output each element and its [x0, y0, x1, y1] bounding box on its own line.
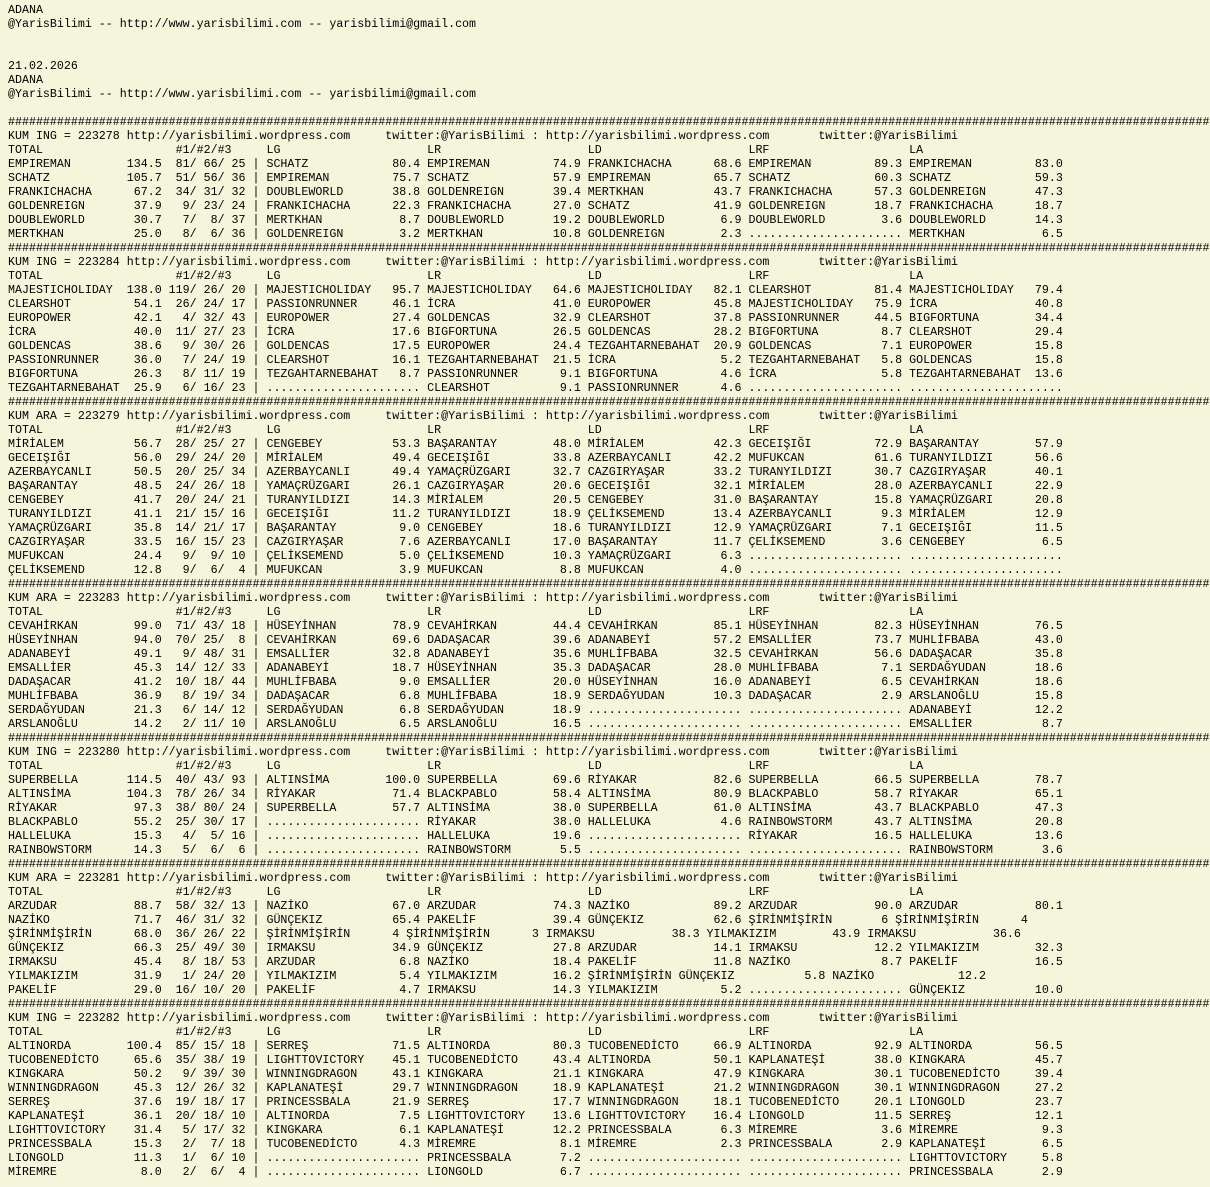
- text-line: TEZGAHTARNEBAHAT 25.9 6/ 16/ 23 | ...................... CLEARSHOT 9.1 PASSIONRUNNER 4.6 ...................... ......................: [8, 382, 1063, 395]
- text-line: ARZUDAR 88.7 58/ 32/ 13 | NAZİKO 67.0 ARZUDAR 74.3 NAZİKO 89.2 ARZUDAR 90.0 ARZUDAR 80.1: [8, 900, 1063, 913]
- separator-line: ############################################################################################################################################################################: [8, 396, 1210, 409]
- column-header-line: TOTAL #1/#2/#3 LG LR LD LRF LA: [8, 760, 924, 773]
- text-line: RİYAKAR 97.3 38/ 80/ 24 | SUPERBELLA 57.7 ALTINSİMA 38.0 SUPERBELLA 61.0 ALTINSİMA 43.7 BLACKPABLO 47.3: [8, 802, 1063, 815]
- text-line: MUFUKCAN 24.4 9/ 9/ 10 | ÇELİKSEMEND 5.0 ÇELİKSEMEND 10.3 YAMAÇRÜZGARI 6.3 ...................... ......................: [8, 550, 1063, 563]
- text-line: YAMAÇRÜZGARI 35.8 14/ 21/ 17 | BAŞARANTAY 9.0 CENGEBEY 18.6 TURANYILDIZI 12.9 YAMAÇRÜZGARI 7.1 GECEIŞIĞI 11.5: [8, 522, 1063, 535]
- text-line: MAJESTICHOLIDAY 138.0 119/ 26/ 20 | MAJESTICHOLIDAY 95.7 MAJESTICHOLIDAY 64.6 MAJESTICHOLIDAY 82.1 CLEARSHOT 81.4 MAJESTICHOLIDAY 79.4: [8, 284, 1063, 297]
- race-header-line: KUM ING = 223278 http://yarisbilimi.wordpress.com twitter:@YarisBilimi : http://yarisbilimi.wordpress.com twitter:@YarisBilimi: [8, 130, 959, 143]
- text-line: ARSLANOĞLU 14.2 2/ 11/ 10 | ARSLANOĞLU 6.5 ARSLANOĞLU 16.5 ...................... ...................... EMSALLİER 8.7: [8, 718, 1063, 731]
- text-line: CEVAHİRKAN 99.0 71/ 43/ 18 | HÜSEYİNHAN 78.9 CEVAHİRKAN 44.4 CEVAHİRKAN 85.1 HÜSEYİNHAN 82.3 HÜSEYİNHAN 76.5: [8, 620, 1063, 633]
- text-line: ŞİRİNMİŞİRİN 68.0 36/ 26/ 22 | ŞİRİNMİŞİRİN 4 ŞİRİNMİŞİRİN 3 IRMAKSU 38.3 YILMAKIZIM 43.9 IRMAKSU 36.6: [8, 928, 1021, 941]
- separator-line: ############################################################################################################################################################################: [8, 578, 1210, 591]
- text-line: PASSIONRUNNER 36.0 7/ 24/ 19 | CLEARSHOT 16.1 TEZGAHTARNEBAHAT 21.5 İCRA 5.2 TEZGAHTARNEBAHAT 5.8 GOLDENCAS 15.8: [8, 354, 1063, 367]
- text-line: LIONGOLD 11.3 1/ 6/ 10 | ...................... PRINCESSBALA 7.2 ...................... ...................... LIGHTTOVICTORY 5.8: [8, 1152, 1063, 1165]
- text-line: KAPLANATEŞİ 36.1 20/ 18/ 10 | ALTINORDA 7.5 LIGHTTOVICTORY 13.6 LIGHTTOVICTORY 16.4 LIONGOLD 11.5 SERREŞ 12.1: [8, 1110, 1063, 1123]
- text-line: SERDAĞYUDAN 21.3 6/ 14/ 12 | SERDAĞYUDAN 6.8 SERDAĞYUDAN 18.9 ...................... ...................... ADANABEYİ 12.2: [8, 704, 1063, 717]
- text-line: BLACKPABLO 55.2 25/ 30/ 17 | ...................... RİYAKAR 38.0 HALLELUKA 4.6 RAINBOWSTORM 43.7 ALTINSİMA 20.8: [8, 816, 1063, 829]
- text-line: HALLELUKA 15.3 4/ 5/ 16 | ...................... HALLELUKA 19.6 ...................... RİYAKAR 16.5 HALLELUKA 13.6: [8, 830, 1063, 843]
- blank-line: [8, 46, 1073, 60]
- column-header-line: TOTAL #1/#2/#3 LG LR LD LRF LA: [8, 1026, 924, 1039]
- text-line: TURANYILDIZI 41.1 21/ 15/ 16 | GECEIŞIĞI 11.2 TURANYILDIZI 18.9 ÇELİKSEMEND 13.4 AZERBAYCANLI 9.3 MİRİALEM 12.9: [8, 508, 1063, 521]
- race-header-line: KUM ING = 223282 http://yarisbilimi.wordpress.com twitter:@YarisBilimi : http://yarisbilimi.wordpress.com twitter:@YarisBilimi: [8, 1012, 959, 1025]
- text-line: FRANKICHACHA 67.2 34/ 31/ 32 | DOUBLEWORLD 38.8 GOLDENREIGN 39.4 MERTKHAN 43.7 FRANKICHACHA 57.3 GOLDENREIGN 47.3: [8, 186, 1063, 199]
- text-line: PAKELİF 29.0 16/ 10/ 20 | PAKELİF 4.7 IRMAKSU 14.3 YILMAKIZIM 5.2 ...................... GÜNÇEKIZ 10.0: [8, 984, 1063, 997]
- race-header-line: KUM ARA = 223279 http://yarisbilimi.wordpress.com twitter:@YarisBilimi : http://yarisbilimi.wordpress.com twitter:@YarisBilimi: [8, 410, 959, 423]
- text-line: İCRA 40.0 11/ 27/ 23 | İCRA 17.6 BIGFORTUNA 26.5 GOLDENCAS 28.2 BIGFORTUNA 8.7 CLEARSHOT 29.4: [8, 326, 1063, 339]
- text-line: MİREMRE 8.0 2/ 6/ 4 | ...................... LIONGOLD 6.7 ...................... ...................... PRINCESSBALA 2.9: [8, 1166, 1063, 1179]
- text-line: ÇELİKSEMEND 12.8 9/ 6/ 4 | MUFUKCAN 3.9 MUFUKCAN 8.8 MUFUKCAN 4.0 ...................... ......................: [8, 564, 1063, 577]
- text-line: GOLDENREIGN 37.9 9/ 23/ 24 | FRANKICHACHA 22.3 FRANKICHACHA 27.0 SCHATZ 41.9 GOLDENREIGN 18.7 FRANKICHACHA 18.7: [8, 200, 1063, 213]
- text-line: CENGEBEY 41.7 20/ 24/ 21 | TURANYILDIZI 14.3 MİRİALEM 20.5 CENGEBEY 31.0 BAŞARANTAY 15.8 YAMAÇRÜZGARI 20.8: [8, 494, 1063, 507]
- text-line: @YarisBilimi -- http://www.yarisbilimi.com -- yarisbilimi@gmail.com: [8, 88, 477, 101]
- text-line: ADANA: [8, 4, 43, 17]
- text-line: BIGFORTUNA 26.3 8/ 11/ 19 | TEZGAHTARNEBAHAT 8.7 PASSIONRUNNER 9.1 BIGFORTUNA 4.6 İCRA 5.8 TEZGAHTARNEBAHAT 13.6: [8, 368, 1063, 381]
- text-line: EMPIREMAN 134.5 81/ 66/ 25 | SCHATZ 80.4 EMPIREMAN 74.9 FRANKICHACHA 68.6 EMPIREMAN 89.3 EMPIREMAN 83.0: [8, 158, 1063, 171]
- column-header-line: TOTAL #1/#2/#3 LG LR LD LRF LA: [8, 606, 924, 619]
- blank-line: [8, 102, 1073, 116]
- text-line: KINGKARA 50.2 9/ 39/ 30 | WINNINGDRAGON 43.1 KINGKARA 21.1 KINGKARA 47.9 KINGKARA 30.1 TUCOBENEDİCTO 39.4: [8, 1068, 1063, 1081]
- text-line: MUHLİFBABA 36.9 8/ 19/ 34 | DADAŞACAR 6.8 MUHLİFBABA 18.9 SERDAĞYUDAN 10.3 DADAŞACAR 2.9 ARSLANOĞLU 15.8: [8, 690, 1063, 703]
- text-line: BAŞARANTAY 48.5 24/ 26/ 18 | YAMAÇRÜZGARI 26.1 CAZGIRYAŞAR 20.6 GECEIŞIĞI 32.1 MİRİALEM 28.0 AZERBAYCANLI 22.9: [8, 480, 1063, 493]
- text-line: AZERBAYCANLI 50.5 20/ 25/ 34 | AZERBAYCANLI 49.4 YAMAÇRÜZGARI 32.7 CAZGIRYAŞAR 33.2 TURANYILDIZI 30.7 CAZGIRYAŞAR 40.1: [8, 466, 1063, 479]
- separator-line: ############################################################################################################################################################################: [8, 998, 1210, 1011]
- column-header-line: TOTAL #1/#2/#3 LG LR LD LRF LA: [8, 270, 924, 283]
- text-line: YILMAKIZIM 31.9 1/ 24/ 20 | YILMAKIZIM 5.4 YILMAKIZIM 16.2 ŞİRİNMİŞİRİN GÜNÇEKIZ 5.8 NAZİKO 12.2: [8, 970, 986, 983]
- text-line: SUPERBELLA 114.5 40/ 43/ 93 | ALTINSİMA 100.0 SUPERBELLA 69.6 RİYAKAR 82.6 SUPERBELLA 66.5 SUPERBELLA 78.7: [8, 774, 1063, 787]
- text-line: @YarisBilimi -- http://www.yarisbilimi.com -- yarisbilimi@gmail.com: [8, 18, 477, 31]
- text-line: TUCOBENEDİCTO 65.6 35/ 38/ 19 | LIGHTTOVICTORY 45.1 TUCOBENEDİCTO 43.4 ALTINORDA 50.1 KAPLANATEŞİ 38.0 KINGKARA 45.7: [8, 1054, 1063, 1067]
- column-header-line: TOTAL #1/#2/#3 LG LR LD LRF LA: [8, 886, 924, 899]
- text-line: GÜNÇEKIZ 66.3 25/ 49/ 30 | IRMAKSU 34.9 GÜNÇEKIZ 27.8 ARZUDAR 14.1 IRMAKSU 12.2 YILMAKIZIM 32.3: [8, 942, 1063, 955]
- text-line: SCHATZ 105.7 51/ 56/ 36 | EMPIREMAN 75.7 SCHATZ 57.9 EMPIREMAN 65.7 SCHATZ 60.3 SCHATZ 59.3: [8, 172, 1063, 185]
- text-line: WINNINGDRAGON 45.3 12/ 26/ 32 | KAPLANATEŞİ 29.7 WINNINGDRAGON 18.9 KAPLANATEŞİ 21.2 WINNINGDRAGON 30.1 WINNINGDRAGON 27.2: [8, 1082, 1063, 1095]
- text-line: GOLDENCAS 38.6 9/ 30/ 26 | GOLDENCAS 17.5 EUROPOWER 24.4 TEZGAHTARNEBAHAT 20.9 GOLDENCAS 7.1 EUROPOWER 15.8: [8, 340, 1063, 353]
- race-header-line: KUM ARA = 223283 http://yarisbilimi.wordpress.com twitter:@YarisBilimi : http://yarisbilimi.wordpress.com twitter:@YarisBilimi: [8, 592, 959, 605]
- text-line: ALTINSİMA 104.3 78/ 26/ 34 | RİYAKAR 71.4 BLACKPABLO 58.4 ALTINSİMA 80.9 BLACKPABLO 58.7 RİYAKAR 65.1: [8, 788, 1063, 801]
- race-header-line: KUM ING = 223280 http://yarisbilimi.wordpress.com twitter:@YarisBilimi : http://yarisbilimi.wordpress.com twitter:@YarisBilimi: [8, 746, 959, 759]
- text-line: DADAŞACAR 41.2 10/ 18/ 44 | MUHLİFBABA 9.0 EMSALLİER 20.0 HÜSEYİNHAN 16.0 ADANABEYİ 6.5 CEVAHİRKAN 18.6: [8, 676, 1063, 689]
- text-line: EUROPOWER 42.1 4/ 32/ 43 | EUROPOWER 27.4 GOLDENCAS 32.9 CLEARSHOT 37.8 PASSIONRUNNER 44.5 BIGFORTUNA 34.4: [8, 312, 1063, 325]
- text-line: CLEARSHOT 54.1 26/ 24/ 17 | PASSIONRUNNER 46.1 İCRA 41.0 EUROPOWER 45.8 MAJESTICHOLIDAY 75.9 İCRA 40.8: [8, 298, 1063, 311]
- text-line: DOUBLEWORLD 30.7 7/ 8/ 37 | MERTKHAN 8.7 DOUBLEWORLD 19.2 DOUBLEWORLD 6.9 DOUBLEWORLD 3.6 DOUBLEWORLD 14.3: [8, 214, 1063, 227]
- text-line: 21.02.2026: [8, 60, 78, 73]
- text-line: ADANA: [8, 74, 43, 87]
- text-line: MİRİALEM 56.7 28/ 25/ 27 | CENGEBEY 53.3 BAŞARANTAY 48.0 MİRİALEM 42.3 GECEIŞIĞI 72.9 BAŞARANTAY 57.9: [8, 438, 1063, 451]
- text-line: GECEIŞIĞI 56.0 29/ 24/ 20 | MİRİALEM 49.4 GECEIŞIĞI 33.8 AZERBAYCANLI 42.2 MUFUKCAN 61.6 TURANYILDIZI 56.6: [8, 452, 1063, 465]
- text-line: MERTKHAN 25.0 8/ 6/ 36 | GOLDENREIGN 3.2 MERTKHAN 10.8 GOLDENREIGN 2.3 ...................... MERTKHAN 6.5: [8, 228, 1063, 241]
- blank-line: [8, 32, 1073, 46]
- separator-line: ############################################################################################################################################################################: [8, 732, 1210, 745]
- race-header-line: KUM ING = 223284 http://yarisbilimi.wordpress.com twitter:@YarisBilimi : http://yarisbilimi.wordpress.com twitter:@YarisBilimi: [8, 256, 959, 269]
- text-line: ADANABEYİ 49.1 9/ 48/ 31 | EMSALLİER 32.8 ADANABEYİ 35.6 MUHLİFBABA 32.5 CEVAHİRKAN 56.6 DADAŞACAR 35.8: [8, 648, 1063, 661]
- text-line: HÜSEYİNHAN 94.0 70/ 25/ 8 | CEVAHİRKAN 69.6 DADAŞACAR 39.6 ADANABEYİ 57.2 EMSALLİER 73.7 MUHLİFBABA 43.0: [8, 634, 1063, 647]
- separator-line: ############################################################################################################################################################################: [8, 242, 1210, 255]
- separator-line: ############################################################################################################################################################################: [8, 858, 1210, 871]
- text-line: RAINBOWSTORM 14.3 5/ 6/ 6 | ...................... RAINBOWSTORM 5.5 ...................... ...................... RAINBOWSTORM 3.6: [8, 844, 1063, 857]
- text-line: SERREŞ 37.6 19/ 18/ 17 | PRINCESSBALA 21.9 SERREŞ 17.7 WINNINGDRAGON 18.1 TUCOBENEDİCTO 20.1 LIONGOLD 23.7: [8, 1096, 1063, 1109]
- race-header-line: KUM ARA = 223281 http://yarisbilimi.wordpress.com twitter:@YarisBilimi : http://yarisbilimi.wordpress.com twitter:@YarisBilimi: [8, 872, 959, 885]
- text-line: CAZGIRYAŞAR 33.5 16/ 15/ 23 | CAZGIRYAŞAR 7.6 AZERBAYCANLI 17.0 BAŞARANTAY 11.7 ÇELİKSEMEND 3.6 CENGEBEY 6.5: [8, 536, 1063, 549]
- column-header-line: TOTAL #1/#2/#3 LG LR LD LRF LA: [8, 144, 924, 157]
- text-line: EMSALLİER 45.3 14/ 12/ 33 | ADANABEYİ 18.7 HÜSEYİNHAN 35.3 DADAŞACAR 28.0 MUHLİFBABA 7.1 SERDAĞYUDAN 18.6: [8, 662, 1063, 675]
- text-line: LIGHTTOVICTORY 31.4 5/ 17/ 32 | KINGKARA 6.1 KAPLANATEŞİ 12.2 PRINCESSBALA 6.3 MİREMRE 3.6 MİREMRE 9.3: [8, 1124, 1063, 1137]
- text-line: ALTINORDA 100.4 85/ 15/ 18 | SERREŞ 71.5 ALTINORDA 80.3 TUCOBENEDİCTO 66.9 ALTINORDA 92.9 ALTINORDA 56.5: [8, 1040, 1063, 1053]
- column-header-line: TOTAL #1/#2/#3 LG LR LD LRF LA: [8, 424, 924, 437]
- separator-line: ############################################################################################################################################################################: [8, 116, 1210, 129]
- text-line: PRINCESSBALA 15.3 2/ 7/ 18 | TUCOBENEDİCTO 4.3 MİREMRE 8.1 MİREMRE 2.3 PRINCESSBALA 2.9 KAPLANATEŞİ 6.5: [8, 1138, 1063, 1151]
- text-line: IRMAKSU 45.4 8/ 18/ 53 | ARZUDAR 6.8 NAZİKO 18.4 PAKELİF 11.8 NAZİKO 8.7 PAKELİF 16.5: [8, 956, 1063, 969]
- text-line: NAZİKO 71.7 46/ 31/ 32 | GÜNÇEKIZ 65.4 PAKELİF 39.4 GÜNÇEKIZ 62.6 ŞİRİNMİŞİRİN 6 ŞİRİNMİŞİRİN 4: [8, 914, 1028, 927]
